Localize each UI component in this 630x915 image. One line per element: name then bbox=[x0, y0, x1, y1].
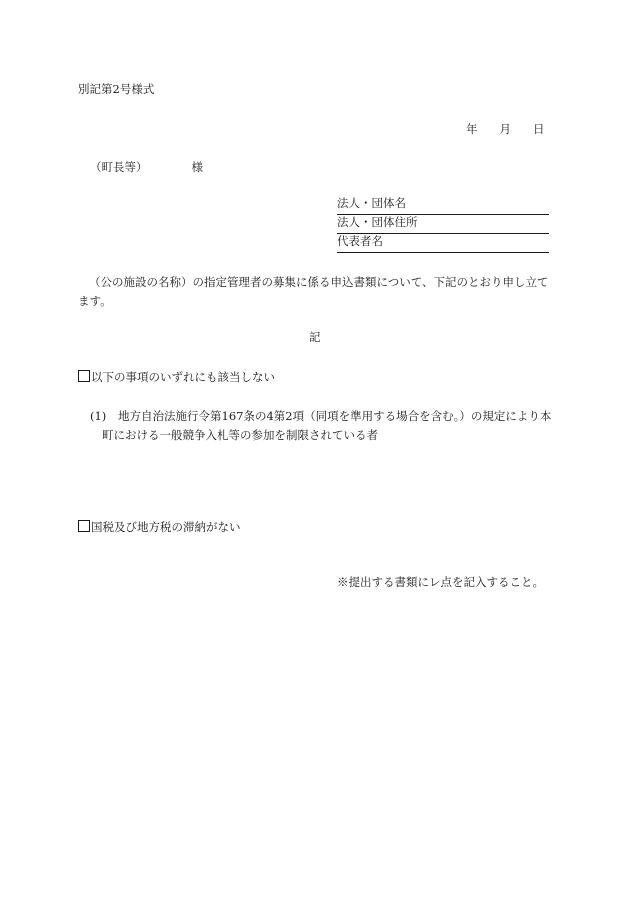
check-label: 以下の事項のいずれにも該当しない bbox=[91, 370, 275, 384]
submission-note: ※提出する書類にレ点を記入すること。 bbox=[337, 575, 544, 589]
check-item-not-applicable bbox=[78, 370, 275, 384]
applicant-name-label: 法人・団体名 bbox=[337, 196, 406, 210]
item-text-line1: 地方自治法施行令第167条の4第2項（同項を準用する場合を含む。）の規定により本 bbox=[118, 409, 552, 423]
item-number: (1) bbox=[90, 409, 107, 423]
date-month-label: 月 bbox=[499, 122, 511, 136]
condition-item-1 bbox=[90, 407, 560, 445]
check-item-no-tax-arrears bbox=[78, 520, 241, 534]
item-text-line2: 町における一般競争入札等の参加を制限されている者 bbox=[102, 428, 378, 442]
applicant-address-label: 法人・団体住所 bbox=[337, 215, 418, 229]
applicant-address-field[interactable] bbox=[337, 217, 549, 234]
applicant-name-field[interactable] bbox=[337, 198, 549, 215]
date-line bbox=[466, 124, 545, 136]
ki-heading: 記 bbox=[309, 330, 321, 344]
check-label: 国税及び地方税の滞納がない bbox=[91, 520, 241, 534]
addressee bbox=[90, 162, 203, 174]
checkbox[interactable] bbox=[78, 520, 90, 532]
addressee-title: （町長等） bbox=[90, 160, 148, 174]
representative-name-field[interactable] bbox=[337, 236, 549, 253]
addressee-honorific: 様 bbox=[191, 160, 203, 174]
date-day-label: 日 bbox=[533, 122, 545, 136]
representative-name-label: 代表者名 bbox=[337, 234, 383, 248]
checkbox[interactable] bbox=[78, 370, 90, 382]
intro-paragraph: （公の施設の名称）の指定管理者の募集に係る申込書類について、下記のとおり申し立てます。 bbox=[78, 275, 549, 308]
form-number: 別記第2号様式 bbox=[78, 82, 155, 96]
date-year-label: 年 bbox=[466, 122, 478, 136]
